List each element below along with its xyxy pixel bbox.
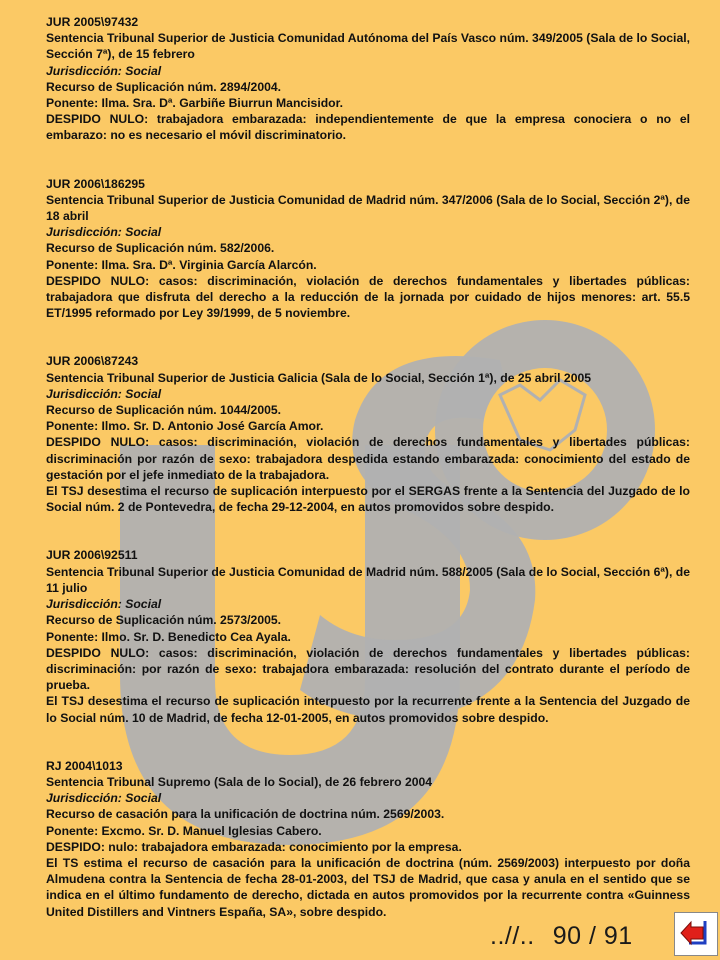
case-appeal: Recurso de Suplicación núm. 582/2006. [46,241,275,256]
case-entry-3 [46,353,690,515]
case-appeal: Recurso de Suplicación núm. 2573/2005. [46,613,282,628]
case-entry-2 [46,176,690,322]
case-summary: DESPIDO NULO: trabajadora embarazada: independientemente de que la empresa conociera o no el embarazo: no es necesario el móvil discriminatorio. [46,112,690,143]
case-ruling: El TSJ desestima el recurso de suplicación interpuesto por la recurrente frente a la Sentencia del Juzgado de lo Social núm. 10 de Madrid, de fecha 12-01-2005, en autos promovidos sobre despido. [46,694,690,725]
case-reference: JUR 2006\87243 [46,354,139,369]
case-jurisdiction: Jurisdicción: Social [46,386,162,401]
case-ponente: Ponente: Ilmo. Sr. D. Antonio José García Amor. [46,419,324,434]
back-arrow-icon [675,913,717,955]
case-summary: DESPIDO NULO: casos: discriminación, violación de derechos fundamentales y libertades públicas: discriminación por razón de sexo: trabajadora despedida estando embarazada: conocimiento del estado de gestación por el jefe inmediato de la trabajadora. [46,435,690,482]
case-summary: DESPIDO NULO: casos: discriminación, violación de derechos fundamentales y libertades públicas: discriminación: por razón de sexo: trabajadora embarazada: resolución del contrato durante el período de prueba. [46,645,690,693]
case-appeal: Recurso de Suplicación núm. 1044/2005. [46,403,282,418]
back-button[interactable] [674,912,718,956]
case-ruling: El TS estima el recurso de casación para la unificación de doctrina (núm. 2569/2003) interpuesto por doña Almudena contra la Sentencia de fecha 28-01-2003, del TSJ de Madrid, que casa y anula en el sentido que se indica en el último fundamento de derecho, dictada en autos promovidos por la recurrente contra «Guinness United Distillers and Vintners España, SA», sobre despido. [46,855,690,919]
page-indicator [490,922,633,951]
case-court: Sentencia Tribunal Supremo (Sala de lo Social), de 26 febrero 2004 [46,774,433,789]
case-jurisdiction: Jurisdicción: Social [46,63,162,78]
case-entry-1 [46,14,690,144]
case-summary: DESPIDO NULO: casos: discriminación, violación de derechos fundamentales y libertades públicas: trabajadora que disfruta del derecho a la reducción de la jornada por cuidado de hijos menores: art. 55.5 ET/1995 reformado por Ley 39/1999, de 5 noviembre. [46,273,690,321]
document-body [46,14,690,936]
continuation-mark: ..//.. [490,922,535,950]
case-jurisdiction: Jurisdicción: Social [46,791,162,806]
case-ponente: Ponente: Ilma. Sra. Dª. Garbiñe Biurrun Mancisidor. [46,96,344,111]
case-jurisdiction: Jurisdicción: Social [46,597,162,612]
case-ponente: Ponente: Ilmo. Sr. D. Benedicto Cea Ayala. [46,629,291,644]
case-ruling: El TSJ desestima el recurso de suplicación interpuesto por el SERGAS frente a la Sentencia del Juzgado de lo Social núm. 2 de Pontevedra, de fecha 29-12-2004, en autos promovidos sobre despido. [46,484,690,515]
case-appeal: Recurso de casación para la unificación de doctrina núm. 2569/2003. [46,807,445,822]
case-entry-4 [46,547,690,725]
case-court: Sentencia Tribunal Superior de Justicia Comunidad Autónoma del País Vasco núm. 349/2005 (Sala de lo Social, Sección 7ª), de 15 febrero [46,31,690,62]
case-appeal: Recurso de Suplicación núm. 2894/2004. [46,79,282,94]
page-number: 90 / 91 [552,922,633,950]
case-court: Sentencia Tribunal Superior de Justicia Galicia (Sala de lo Social, Sección 1ª), de 25 abril 2005 [46,370,592,385]
case-jurisdiction: Jurisdicción: Social [46,225,162,240]
case-summary: DESPIDO: nulo: trabajadora embarazada: conocimiento por la empresa. [46,839,462,854]
case-ponente: Ponente: Excmo. Sr. D. Manuel Iglesias Cabero. [46,823,322,838]
case-court: Sentencia Tribunal Superior de Justicia Comunidad de Madrid núm. 347/2006 (Sala de lo Social, Sección 2ª), de 18 abril [46,192,690,224]
case-court: Sentencia Tribunal Superior de Justicia Comunidad de Madrid núm. 588/2005 (Sala de lo Social, Sección 6ª), de 11 julio [46,564,690,595]
case-entry-5 [46,758,690,920]
case-ponente: Ponente: Ilma. Sra. Dª. Virginia García Alarcón. [46,257,317,272]
case-reference: JUR 2006\92511 [46,548,138,563]
case-reference: RJ 2004\1013 [46,758,123,773]
case-reference: JUR 2005\97432 [46,15,139,29]
case-reference: JUR 2006\186295 [46,176,145,191]
